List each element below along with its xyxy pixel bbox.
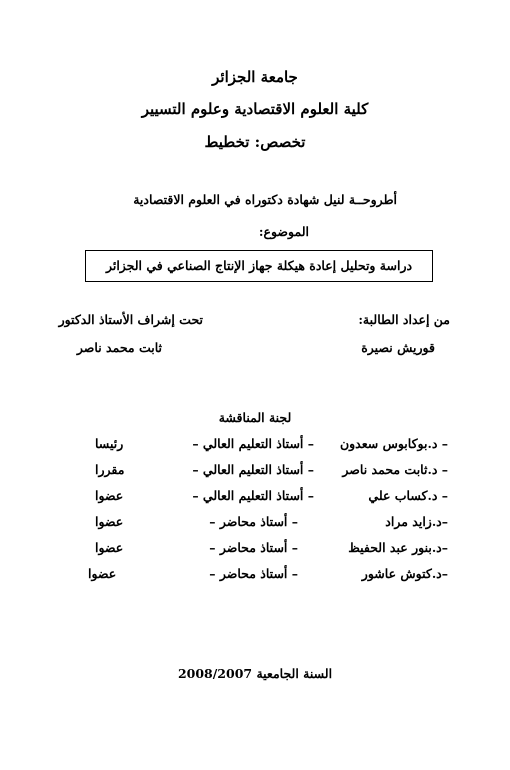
university-name: جامعة الجزائر	[212, 68, 298, 86]
jury-member-name: – د.بوكابوس سعدون	[339, 436, 448, 451]
jury-row	[0, 566, 510, 588]
jury-member-rank: – أستاذ التعليم العالي –	[192, 488, 314, 503]
student-name: قوريش نصيرة	[361, 340, 435, 355]
academic-year: السنة الجامعية 2008/2007	[177, 666, 333, 681]
prepared-by-label: من إعداد الطالبة:	[358, 312, 450, 327]
subject-label: الموضوع:	[258, 224, 309, 239]
jury-member-rank: – أستاذ التعليم العالي –	[192, 436, 314, 451]
faculty-name: كلية العلوم الاقتصادية وعلوم التسيير	[141, 100, 369, 118]
jury-member-name: –د.بنور عبد الحفيظ	[348, 540, 448, 555]
jury-member-rank: – أستاذ محاضر –	[209, 540, 298, 555]
supervisor-name: ثابت محمد ناصر	[76, 340, 162, 355]
jury-member-role: مقررا	[95, 462, 125, 477]
jury-row	[0, 514, 510, 536]
jury-row	[0, 436, 510, 458]
jury-title: لجنة المناقشة	[218, 410, 292, 425]
jury-member-role: عضوا	[95, 514, 124, 529]
jury-member-role: عضوا	[88, 566, 117, 581]
jury-member-role: رئيسا	[95, 436, 124, 451]
jury-member-rank: – أستاذ محاضر –	[209, 566, 298, 581]
jury-member-name: –د.زايد مراد	[385, 514, 448, 529]
thesis-title-line: أطروحــة لنيل شهادة دكتوراه في العلوم الاقتصادية	[133, 192, 397, 207]
jury-member-rank: – أستاذ التعليم العالي –	[192, 462, 314, 477]
jury-member-role: عضوا	[95, 540, 124, 555]
jury-member-name: –د.كتوش عاشور	[361, 566, 448, 581]
jury-row	[0, 488, 510, 510]
subject-title: دراسة وتحليل إعادة هيكلة جهاز الإنتاج الصناعي في الجزائر	[105, 258, 413, 273]
jury-row	[0, 462, 510, 484]
supervisor-label: تحت إشراف الأستاذ الدكتور	[58, 312, 203, 327]
jury-member-rank: – أستاذ محاضر –	[209, 514, 298, 529]
jury-member-name: – د.كساب علي	[368, 488, 448, 503]
jury-member-role: عضوا	[95, 488, 124, 503]
jury-row	[0, 540, 510, 562]
specialization: تخصص: تخطيط	[204, 133, 306, 151]
jury-member-name: – د.ثابت محمد ناصر	[342, 462, 448, 477]
